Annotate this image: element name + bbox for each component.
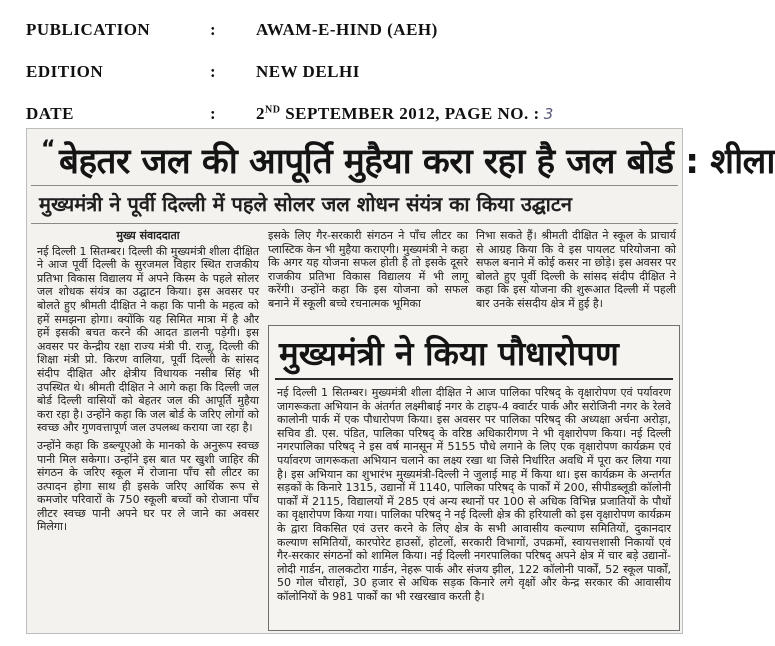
publication-label: PUBLICATION — [26, 20, 151, 39]
newspaper-clipping — [26, 128, 775, 634]
boxed-article-body: नई दिल्ली 1 सितम्बर। मुख्यमंत्री शीला दीक्षित ने आज पालिका परिषद् के वृक्षारोपण एवं पर्यावरण जागरूकता अभियान के अंतर्गत लक्ष्मीबाई नगर के टाइप-4 क्वार्टर पार्क और सरोजिनी नगर के रेलवे कालोनी पार्क में एक पौधारोपण किया। इस अवसर पर पालिका परिषद् की अध्यक्षा अर्चना अरोड़ा, सचिव डी. एस. पंडित, पालिका परिषद् के वरिष्ठ अधिकारीगण ने भी वृक्षारोपण किया। नई दिल्ली नगरपालिका परिषद् ने इस वर्ष मानसून में 5155 पौधे लगाने के लिए एक वृक्षारोपण कार्यक्रम एवं पर्यावरण जागरूकता अभियान चलाने का लक्ष्य रखा था जिसे निर्धारित अवधि में पूरा कर लिया गया है। इस अभियान का शुभारंभ मुख्यमंत्री-दिल्ली ने जुलाई माह में किया था। इस कार्यक्रम के अन्तर्गत सड़कों के किनारे 1315, उद्यानों में 1140, पालिका परिषद् के पार्कों में 200, सीपीडब्लूडी कॉलोनी पार्कों में 2115, विद्यालयों में 285 एवं अन्य स्थानों पर 100 से अधिक विभिन्न प्रजातियों के पौधों का वृक्षारोपण किया गया। पालिका परिषद् ने नई दिल्ली क्षेत्र की हरियाली को इस वृक्षारोपण कार्यक्रम के द्वारा विकसित एवं उत्तर करने के लिए क्षेत्र के सभी आवासीय कल्याण समितियों, दुकानदार कल्याण समितियों, कारपोरेट हाउसों, होटलों, सरकारी विभागों, उपक्रमों, स्वायत्तशासी निकायों एवं गैर-सरकार संगठनों को शामिल किया। नई दिल्ली नगरपालिका परिषद् अपने क्षेत्र में चार बड़े उद्यानों-लोदी गार्डन, तालकटोरा गार्डन, नेहरू पार्क और संजय झील, 122 कॉलोनी पार्कों, 52 स्कूल पार्कों, 50 गोल चौराहों, 30 हजार से अधिक सड़क किनारे लगे वृक्षों और केन्द्र सरकार की आवासीय कॉलोनियों के 981 पार्कों का भी रखरखाव करती है। — [277, 386, 671, 603]
edition-value: NEW DELHI — [256, 62, 360, 81]
page-number-handwritten: 3 — [543, 105, 554, 123]
article-headline — [41, 137, 775, 182]
subhead-divider — [31, 223, 678, 224]
headline-divider — [31, 185, 678, 186]
article-col1-paragraph-1: नई दिल्ली 1 सितम्बर। दिल्ली की मुख्यमंत्री शीला दीक्षित ने आज पूर्वी दिल्ली के सुरजमल विहार स्थित राजकीय प्रतिभा विकास विद्यालय में अपने किस्म के पहले सोलर जल शोधक संयंत्र का उद्घाटन किया। इस अवसर पर बोलते हुए श्रीमती दीक्षित ने कहा कि पानी के महत्व को हमें समझना होगा। क्योंकि यह सिमित मात्रा में है और हमें इसकी बचत करने की आदत डालनी पड़ेगी। इस अवसर पर केन्द्रीय रक्षा राज्य मंत्री पी. राजू, दिल्ली की शिक्षा मंत्री प्रो. किरण वालिया, पूर्वी दिल्ली के सांसद संदीप दीक्षित और क्षेत्रीय विधायक नसीब सिंह भी उपस्थित थे। श्रीमती दीक्षित ने आगे कहा कि दिल्ली जल बोर्ड दिल्ली वासियों को बेहतर जल की आपूर्ति मुहैया करा रहा है। उन्होंने कहा कि जल बोर्ड के जरिए लोगों को स्वच्छ और गुणवत्तापूर्ण जल उपलब्ध कराया जा रहा है। — [37, 244, 259, 435]
article-column-3 — [476, 229, 676, 321]
headline-quote-mark: “ — [41, 137, 55, 162]
edition-colon: : — [210, 62, 217, 81]
date-rest: SEPTEMBER 2012, PAGE NO. : — [280, 104, 540, 123]
date-label: DATE — [26, 104, 74, 123]
article-subheadline: मुख्यमंत्री ने पूर्वी दिल्ली में पहले सोलर जल शोधन संयंत्र का किया उद्घाटन — [39, 192, 573, 216]
article-headline-text: बेहतर जल की आपूर्ति मुहैया करा रहा है जल बोर्ड : शीला — [58, 142, 775, 182]
article-col3-paragraph: निभा सकते हैं। श्रीमती दीक्षित ने स्कूल के प्राचार्य से आग्रह किया कि वे इस पायलट परियोजना को सफल बनाने में कोई कसर ना छोड़े। इस अवसर पर बोलते हुए पूर्वी दिल्ली के सांसद संदीप दीक्षित ने कहा कि इस योजना की शुरूआत दिल्ली में पहली बार उनके संसदीय क्षेत्र में हुई है। — [476, 229, 676, 310]
edition-label: EDITION — [26, 62, 104, 81]
date-day: 2 — [256, 104, 265, 123]
article-byline: मुख्य संवाददाता — [116, 229, 180, 242]
date-colon: : — [210, 104, 217, 123]
article-column-2 — [268, 229, 468, 321]
article-col1-paragraph-2: उन्होंने कहा कि डब्ल्यूएओ के मानको के अनुरूप स्वच्छ पानी मिल सकेगा। उन्होंने इस बात पर खुशी जाहिर की संगठन के जरिए स्कूल में रोजाना पाँच सौ लीटर का उत्पादन होगा साथ ही इसके जरिए आर्थिक रूप से कमजोर परिवारों के 750 स्कूली बच्चों को रोजाना पाँच लीटर स्वच्छ पानी अपने घर पर ले जाने का अवसर मिलेगा। — [37, 438, 259, 534]
boxed-article — [268, 325, 680, 631]
publication-value: AWAM-E-HIND (AEH) — [256, 20, 438, 39]
article-column-1 — [37, 229, 259, 629]
article-col2-paragraph: इसके लिए गैर-सरकारी संगठन ने पाँच लीटर का प्लास्टिक केन भी मुहैया कराएगी। मुख्यमंत्री ने कहा कि अगर यह योजना सफल होती है तो इसके दूसरे राजकीय प्रतिभा विकास विद्यालय में भी लागू करेंगी। उन्होंने कहा कि इस योजना को सफल बनाने में स्कूली बच्चे रचनात्मक भूमिका — [268, 229, 468, 310]
date-suffix: ND — [265, 104, 281, 116]
date-value — [256, 104, 554, 124]
boxed-article-divider — [275, 378, 673, 380]
publication-colon: : — [210, 20, 217, 39]
boxed-article-headline: मुख्यमंत्री ने किया पौधारोपण — [279, 334, 619, 373]
